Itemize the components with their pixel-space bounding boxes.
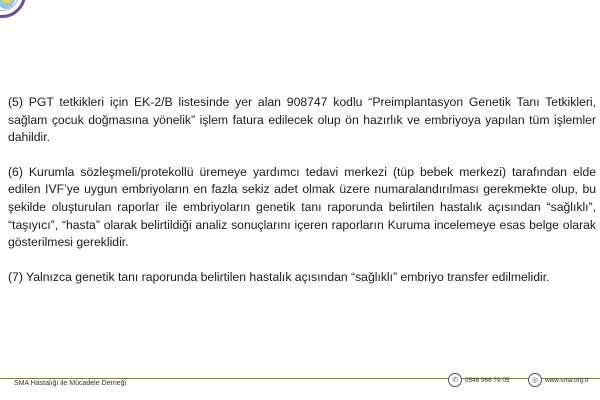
document-body <box>8 94 596 303</box>
footer-phone[interactable] <box>448 373 509 387</box>
footer-association-name: SMA Hastalığı ile Mücadele Derneği <box>14 380 127 387</box>
phone-icon: ✆ <box>448 373 462 387</box>
paragraph-7: (7) Yalnızca genetik tanı raporunda belirtilen hastalık açısından “sağlıklı” embriyo transfer edilmelidir. <box>8 269 550 284</box>
globe-icon: ◎ <box>528 373 542 387</box>
page-footer <box>0 370 600 400</box>
logo-emblem <box>0 0 15 9</box>
footer-website[interactable] <box>528 373 589 387</box>
paragraph-5: (5) PGT tetkikleri için EK-2/B listesinde yer alan 908747 kodlu “Preimplantasyon Genetik Tanı Tetkikleri, sağlam çocuk doğmasına yönelik” işlem fatura edilecek olup ön hazırlık ve embriyoya yapılan tüm işlemler dahildir. <box>8 95 596 145</box>
paragraph-6: (6) Kurumla sözleşmeli/protekollü üremeye yardımcı tedavi merkezi (tüp bebek merkezi) tarafından elde edilen IVF’ye uygun embriyoların en fazla sekiz adet olmak üzere numaralandırılması gerekmekte olup, bu şekilde oluşturulan raporlar ile embriyoların genetik tanı raporunda belirtilen hastalık açısından “sağlıklı”, “taşıyıcı”, “hasta” olarak belirtildiği analiz sonuçlarını içeren raporların Kuruma incelemeye esas belge olarak gösterilmesi gereklidir. <box>8 164 596 250</box>
footer-divider <box>0 378 600 379</box>
footer-phone-number: 0546 966 79 05 <box>465 376 510 384</box>
footer-website-url: www.sma.org.tr <box>545 376 590 384</box>
association-logo <box>0 0 26 18</box>
